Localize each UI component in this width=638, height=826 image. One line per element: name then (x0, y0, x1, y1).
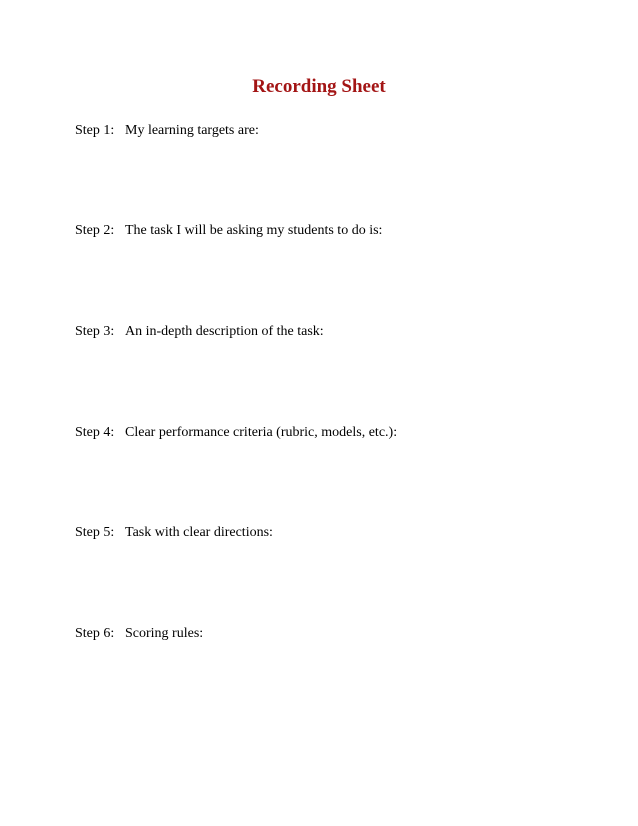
page-title: Recording Sheet (252, 76, 386, 97)
step-5 (75, 524, 273, 542)
step-3-number: Step 3: (75, 324, 115, 339)
step-3-text: An in-depth description of the task: (125, 324, 324, 339)
step-3 (75, 323, 324, 341)
step-5-number: Step 5: (75, 525, 115, 540)
step-1-text: My learning targets are: (125, 123, 259, 138)
step-2-number: Step 2: (75, 223, 115, 238)
step-4-text: Clear performance criteria (rubric, models, etc.): (125, 425, 398, 440)
step-2 (75, 222, 382, 240)
step-1 (75, 122, 259, 140)
step-6 (75, 625, 203, 643)
step-4-number: Step 4: (75, 425, 115, 440)
step-5-text: Task with clear directions: (125, 525, 273, 540)
step-2-text: The task I will be asking my students to do is: (125, 223, 383, 238)
step-4 (75, 424, 397, 442)
step-6-text: Scoring rules: (125, 626, 204, 641)
step-1-number: Step 1: (75, 123, 115, 138)
step-6-number: Step 6: (75, 626, 115, 641)
